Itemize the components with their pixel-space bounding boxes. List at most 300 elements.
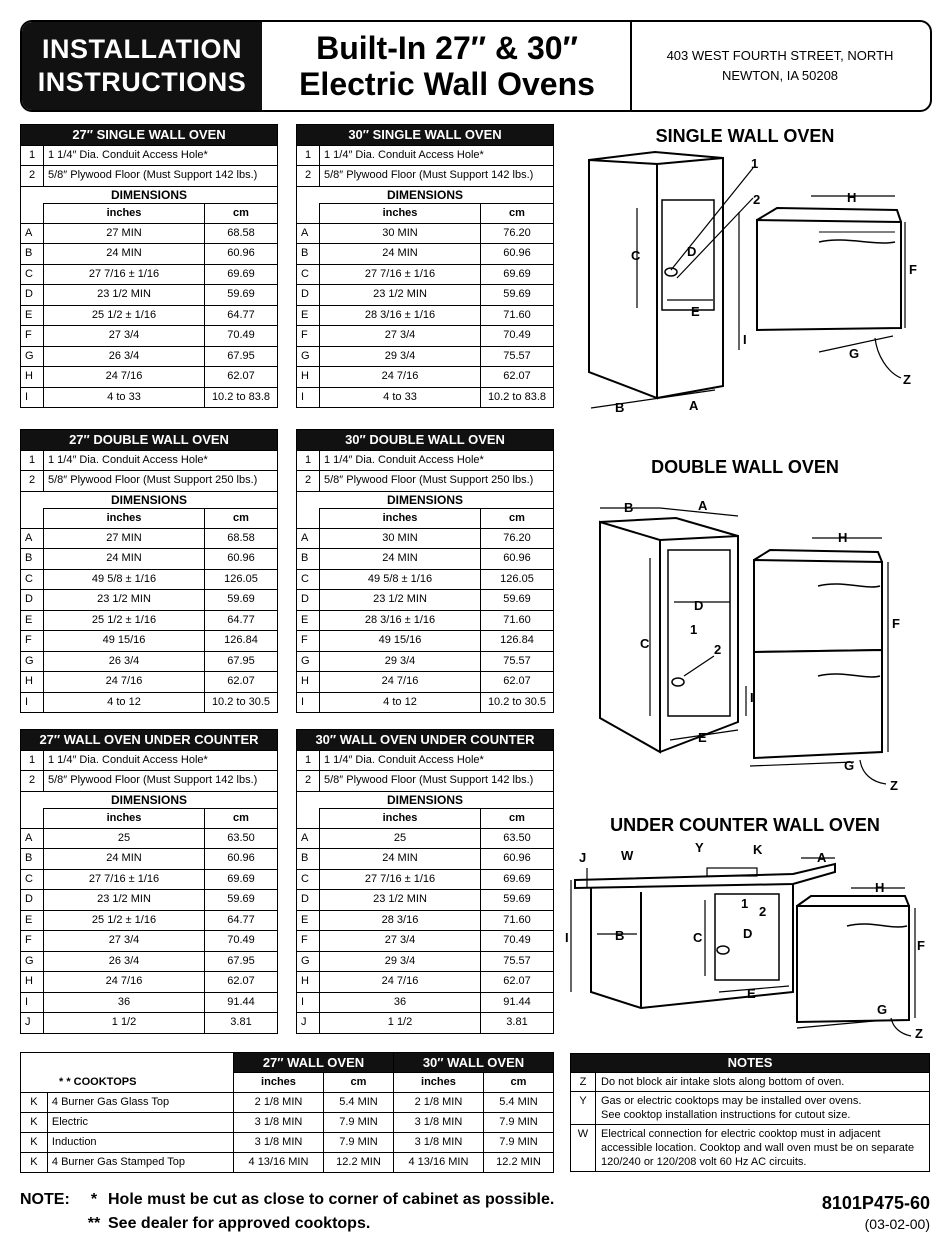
dimension-letter: I — [297, 387, 320, 408]
item-description: 1 1/4″ Dia. Conduit Access Hole* — [320, 750, 554, 771]
dimension-row — [21, 549, 278, 570]
dimension-row — [21, 264, 278, 285]
double-label-a: A — [698, 498, 708, 513]
cooktop-27-cm: 7.9 MIN — [323, 1113, 393, 1133]
item-row — [21, 750, 278, 771]
dimension-cm: 60.96 — [205, 849, 278, 870]
dimension-row — [297, 223, 554, 244]
item-row — [297, 771, 554, 792]
dimension-letter: D — [297, 285, 320, 306]
dimension-inches: 24 7/16 — [320, 367, 481, 388]
dimensions-label: DIMENSIONS — [297, 791, 554, 808]
item-number: 1 — [21, 145, 44, 166]
dimension-letter: E — [21, 610, 44, 631]
dimensions-label: DIMENSIONS — [297, 491, 554, 508]
item-row — [297, 166, 554, 187]
address-line1: 403 WEST FOURTH STREET, NORTH — [666, 48, 894, 63]
cooktop-27-inches: 3 1/8 MIN — [234, 1113, 324, 1133]
dimension-cm: 59.69 — [205, 890, 278, 911]
cooktop-30-cm: 7.9 MIN — [483, 1133, 553, 1153]
dimension-cm: 62.07 — [481, 672, 554, 693]
dimension-cm: 60.96 — [205, 549, 278, 570]
cm-header: cm — [481, 808, 554, 828]
dimension-inches: 1 1/2 — [44, 1013, 205, 1034]
dimension-inches: 26 3/4 — [44, 651, 205, 672]
item-description: 5/8″ Plywood Floor (Must Support 250 lbs.) — [44, 471, 278, 492]
dimension-letter: E — [21, 910, 44, 931]
cooktop-27-cm: 5.4 MIN — [323, 1093, 393, 1113]
blank-cell — [21, 508, 44, 528]
cooktops-column-label: * * COOKTOPS — [21, 1053, 234, 1093]
dimensions-label: DIMENSIONS — [21, 791, 278, 808]
inches-header: inches — [44, 508, 205, 528]
dimension-letter: G — [21, 346, 44, 367]
cooktop-row — [21, 1093, 554, 1113]
dimension-row — [21, 569, 278, 590]
dimension-cm: 60.96 — [205, 244, 278, 265]
dimension-row — [21, 951, 278, 972]
dimension-cm: 68.58 — [205, 528, 278, 549]
item-description: 1 1/4″ Dia. Conduit Access Hole* — [44, 450, 278, 471]
single-label-z: Z — [903, 372, 911, 387]
dimension-row — [21, 692, 278, 713]
cooktop-30-cm: 5.4 MIN — [483, 1093, 553, 1113]
cooktop-row — [21, 1133, 554, 1153]
dimension-letter: F — [21, 931, 44, 952]
item-description: 5/8″ Plywood Floor (Must Support 250 lbs.) — [320, 471, 554, 492]
dimension-cm: 59.69 — [481, 285, 554, 306]
item-row — [21, 450, 278, 471]
inches-header: inches — [320, 808, 481, 828]
dimension-row — [297, 367, 554, 388]
item-row — [297, 450, 554, 471]
dimension-letter: F — [297, 326, 320, 347]
dimension-inches: 24 MIN — [44, 849, 205, 870]
dimension-row — [297, 285, 554, 306]
note-line: See cooktop installation instructions for cutout size. — [601, 1109, 851, 1121]
cooktop-type: Induction — [47, 1133, 233, 1153]
note-row — [571, 1073, 930, 1092]
dimension-row — [297, 651, 554, 672]
single-wall-oven-diagram — [575, 150, 935, 440]
dimension-cm: 67.95 — [205, 651, 278, 672]
dimension-cm: 64.77 — [205, 910, 278, 931]
dimension-cm: 10.2 to 30.5 — [481, 692, 554, 713]
cooktop-code: K — [21, 1113, 48, 1133]
cooktop-cm-30: cm — [483, 1073, 553, 1093]
dimension-letter: H — [21, 367, 44, 388]
cooktop-row — [21, 1113, 554, 1133]
single-label-1: 1 — [751, 156, 759, 171]
under-label-w: W — [621, 848, 634, 863]
dimension-letter: D — [297, 890, 320, 911]
note-line: Gas or electric cooktops may be installed over ovens. — [601, 1095, 862, 1107]
dimension-inches: 24 MIN — [320, 549, 481, 570]
dimension-cm: 67.95 — [205, 346, 278, 367]
table-27-single-wall-oven — [20, 124, 278, 408]
dimension-letter: A — [21, 223, 44, 244]
dimensions-label: DIMENSIONS — [21, 491, 278, 508]
dimension-inches: 4 to 12 — [44, 692, 205, 713]
under-label-d: D — [743, 926, 753, 941]
dimension-cm: 76.20 — [481, 528, 554, 549]
dimension-row — [297, 972, 554, 993]
dimension-row — [21, 285, 278, 306]
dimension-inches: 49 15/16 — [320, 631, 481, 652]
table-title: 30″ DOUBLE WALL OVEN — [297, 430, 554, 451]
blank-cell — [297, 808, 320, 828]
dimension-inches: 24 MIN — [44, 244, 205, 265]
dimension-letter: C — [21, 264, 44, 285]
dimension-inches: 49 15/16 — [44, 631, 205, 652]
document-date: (03-02-00) — [864, 1216, 930, 1232]
under-label-y: Y — [695, 842, 704, 855]
dimension-letter: G — [21, 951, 44, 972]
dimension-letter: F — [21, 631, 44, 652]
dimension-row — [297, 672, 554, 693]
dimension-row — [297, 326, 554, 347]
cooktop-inches-30: inches — [393, 1073, 483, 1093]
dimension-inches: 24 MIN — [320, 244, 481, 265]
note-line: 120/240 or 120/208 volt 60 Hz AC circuits. — [601, 1156, 807, 1168]
dimension-row — [297, 569, 554, 590]
dimension-cm: 126.05 — [205, 569, 278, 590]
inches-header: inches — [44, 203, 205, 223]
dimension-row — [21, 387, 278, 408]
page-title — [264, 22, 632, 110]
dimension-inches: 36 — [44, 992, 205, 1013]
cooktop-head-27: 27″ WALL OVEN — [234, 1053, 394, 1073]
dimension-inches: 25 1/2 ± 1/16 — [44, 305, 205, 326]
item-number: 1 — [21, 750, 44, 771]
dimension-inches: 36 — [320, 992, 481, 1013]
double-label-i: I — [750, 690, 754, 705]
dimension-letter: D — [21, 890, 44, 911]
cooktop-30-inches: 3 1/8 MIN — [393, 1113, 483, 1133]
cooktop-code: K — [21, 1153, 48, 1173]
dimension-cm: 71.60 — [481, 610, 554, 631]
dimension-cm: 71.60 — [481, 910, 554, 931]
dimension-cm: 62.07 — [481, 367, 554, 388]
footer-note1-mark: * — [90, 1191, 98, 1208]
dimension-letter: C — [21, 569, 44, 590]
dimension-row — [21, 1013, 278, 1034]
note-line: Do not block air intake slots along bottom of oven. — [601, 1076, 845, 1088]
dimension-inches: 27 3/4 — [320, 326, 481, 347]
dimension-cm: 10.2 to 83.8 — [481, 387, 554, 408]
dimension-row — [297, 305, 554, 326]
dimension-inches: 23 1/2 MIN — [44, 590, 205, 611]
double-label-2: 2 — [714, 642, 722, 657]
cooktop-27-cm: 12.2 MIN — [323, 1153, 393, 1173]
dimension-cm: 126.84 — [481, 631, 554, 652]
dimension-row — [297, 387, 554, 408]
dimension-inches: 30 MIN — [320, 528, 481, 549]
single-label-2: 2 — [753, 192, 761, 207]
dimension-row — [297, 610, 554, 631]
table-30-single-wall-oven — [296, 124, 554, 408]
cooktop-type: Electric — [47, 1113, 233, 1133]
note-line: Electrical connection for electric cooktop must in adjacent — [601, 1128, 881, 1140]
cooktop-row — [21, 1153, 554, 1173]
cooktop-30-cm: 12.2 MIN — [483, 1153, 553, 1173]
dimension-inches: 24 7/16 — [44, 672, 205, 693]
blank-cell — [297, 203, 320, 223]
note-line: accessible location. Cooktop and wall oven must be on separate — [601, 1142, 915, 1154]
note-row — [571, 1092, 930, 1125]
under-label-b: B — [615, 928, 625, 943]
figure-title-under: UNDER COUNTER WALL OVEN — [610, 815, 880, 835]
dimension-letter: D — [21, 285, 44, 306]
item-description: 5/8″ Plywood Floor (Must Support 142 lbs.) — [320, 771, 554, 792]
cooktop-27-cm: 7.9 MIN — [323, 1133, 393, 1153]
cooktop-27-inches: 2 1/8 MIN — [234, 1093, 324, 1113]
dimension-letter: E — [297, 910, 320, 931]
table-title: 30″ SINGLE WALL OVEN — [297, 125, 554, 146]
dimension-cm: 75.57 — [481, 951, 554, 972]
dimension-row — [21, 651, 278, 672]
dimensions-label: DIMENSIONS — [21, 186, 278, 203]
dimension-letter: A — [21, 528, 44, 549]
cm-header: cm — [205, 808, 278, 828]
table-title: 27″ WALL OVEN UNDER COUNTER — [21, 730, 278, 751]
dimension-letter: J — [21, 1013, 44, 1034]
document-code: 8101P475-60 — [821, 1193, 930, 1213]
item-number: 1 — [297, 750, 320, 771]
footer-note-label: NOTE: — [20, 1191, 70, 1208]
dimension-cm: 62.07 — [205, 672, 278, 693]
dimension-row — [297, 346, 554, 367]
dimension-inches: 1 1/2 — [320, 1013, 481, 1034]
item-number: 1 — [21, 450, 44, 471]
dimension-inches: 27 3/4 — [44, 931, 205, 952]
dimension-row — [21, 869, 278, 890]
dimension-inches: 27 MIN — [44, 223, 205, 244]
cooktop-30-inches: 4 13/16 MIN — [393, 1153, 483, 1173]
dimension-inches: 24 7/16 — [44, 972, 205, 993]
dimension-row — [297, 951, 554, 972]
dimension-letter: C — [21, 869, 44, 890]
item-row — [21, 471, 278, 492]
item-row — [297, 145, 554, 166]
cooktop-cm-27: cm — [323, 1073, 393, 1093]
double-label-c: C — [640, 636, 650, 651]
dimension-row — [297, 910, 554, 931]
dimension-letter: H — [297, 972, 320, 993]
single-label-d: D — [687, 244, 697, 259]
under-label-1: 1 — [741, 896, 749, 911]
dimension-letter: G — [297, 346, 320, 367]
dimension-letter: H — [297, 672, 320, 693]
header-label — [22, 22, 262, 110]
dimension-letter: J — [297, 1013, 320, 1034]
dimension-inches: 30 MIN — [320, 223, 481, 244]
dimension-row — [297, 244, 554, 265]
single-label-f: F — [909, 262, 917, 277]
under-label-f: F — [917, 938, 925, 953]
cm-header: cm — [205, 508, 278, 528]
dimension-letter: F — [21, 326, 44, 347]
dimension-letter: B — [21, 549, 44, 570]
single-label-a: A — [689, 398, 699, 413]
cooktop-27-inches: 3 1/8 MIN — [234, 1133, 324, 1153]
cooktop-code: K — [21, 1093, 48, 1113]
footer-note1: Hole must be cut as close to corner of cabinet as possible. — [108, 1191, 555, 1208]
item-description: 1 1/4″ Dia. Conduit Access Hole* — [320, 450, 554, 471]
dimension-letter: B — [21, 244, 44, 265]
dimension-letter: B — [297, 549, 320, 570]
dimension-cm: 64.77 — [205, 610, 278, 631]
dimension-letter: F — [297, 631, 320, 652]
dimension-cm: 75.57 — [481, 651, 554, 672]
dimension-letter: E — [297, 305, 320, 326]
dimension-row — [21, 610, 278, 631]
item-number: 2 — [21, 771, 44, 792]
item-number: 1 — [297, 450, 320, 471]
dimension-inches: 28 3/16 — [320, 910, 481, 931]
blank-cell — [297, 508, 320, 528]
dimension-row — [297, 849, 554, 870]
dimension-cm: 62.07 — [205, 972, 278, 993]
header-label-line2: INSTRUCTIONS — [37, 67, 247, 97]
dimension-cm: 75.57 — [481, 346, 554, 367]
dimension-cm: 59.69 — [481, 590, 554, 611]
under-label-k: K — [753, 842, 763, 857]
dimension-letter: B — [297, 244, 320, 265]
dimension-letter: B — [297, 849, 320, 870]
dimension-inches: 23 1/2 MIN — [320, 890, 481, 911]
dimension-row — [21, 849, 278, 870]
dimension-row — [21, 326, 278, 347]
dimension-inches: 24 MIN — [44, 549, 205, 570]
dimension-row — [297, 931, 554, 952]
table-27-under-counter — [20, 729, 278, 1034]
dimension-letter: F — [297, 931, 320, 952]
under-label-j: J — [579, 850, 587, 865]
item-number: 2 — [21, 471, 44, 492]
table-30-under-counter — [296, 729, 554, 1034]
double-label-d: D — [694, 598, 704, 613]
under-label-c: C — [693, 930, 703, 945]
figure-title-double: DOUBLE WALL OVEN — [651, 457, 839, 477]
dimension-cm: 126.05 — [481, 569, 554, 590]
dimension-row — [21, 223, 278, 244]
dimension-row — [21, 992, 278, 1013]
dimension-cm: 91.44 — [481, 992, 554, 1013]
dimension-cm: 59.69 — [481, 890, 554, 911]
dimension-cm: 126.84 — [205, 631, 278, 652]
cooktop-30-inches: 2 1/8 MIN — [393, 1093, 483, 1113]
dimension-letter: I — [297, 992, 320, 1013]
item-description: 5/8″ Plywood Floor (Must Support 142 lbs.) — [44, 771, 278, 792]
item-description: 1 1/4″ Dia. Conduit Access Hole* — [44, 145, 278, 166]
dimensions-label: DIMENSIONS — [297, 186, 554, 203]
cm-header: cm — [481, 508, 554, 528]
double-label-f: F — [892, 616, 900, 631]
dimension-letter: I — [21, 692, 44, 713]
note-row — [571, 1125, 930, 1172]
under-label-z: Z — [915, 1026, 923, 1040]
dimension-cm: 10.2 to 83.8 — [205, 387, 278, 408]
dimension-letter: I — [21, 387, 44, 408]
under-label-i: I — [565, 930, 569, 945]
dimension-row — [21, 910, 278, 931]
dimension-inches: 26 3/4 — [44, 951, 205, 972]
dimension-inches: 28 3/16 ± 1/16 — [320, 305, 481, 326]
dimension-letter: H — [21, 672, 44, 693]
cooktop-27-inches: 4 13/16 MIN — [234, 1153, 324, 1173]
dimension-cm: 63.50 — [205, 828, 278, 849]
double-label-e: E — [698, 730, 707, 745]
dimension-cm: 69.69 — [205, 264, 278, 285]
dimension-inches: 24 7/16 — [44, 367, 205, 388]
dimension-cm: 10.2 to 30.5 — [205, 692, 278, 713]
dimension-letter: I — [21, 992, 44, 1013]
dimension-letter: D — [297, 590, 320, 611]
item-number: 2 — [297, 771, 320, 792]
single-label-h: H — [847, 190, 857, 205]
dimension-cm: 69.69 — [205, 869, 278, 890]
item-description: 5/8″ Plywood Floor (Must Support 142 lbs.) — [320, 166, 554, 187]
inches-header: inches — [320, 508, 481, 528]
dimension-cm: 62.07 — [205, 367, 278, 388]
dimension-row — [21, 828, 278, 849]
dimension-letter: C — [297, 264, 320, 285]
dimension-inches: 23 1/2 MIN — [44, 890, 205, 911]
double-wall-oven-diagram — [590, 490, 920, 800]
dimension-inches: 24 MIN — [320, 849, 481, 870]
dimension-inches: 24 7/16 — [320, 672, 481, 693]
dimension-row — [297, 590, 554, 611]
dimension-inches: 4 to 12 — [320, 692, 481, 713]
item-row — [21, 145, 278, 166]
dimension-letter: H — [297, 367, 320, 388]
dimension-cm: 64.77 — [205, 305, 278, 326]
notes-title: NOTES — [571, 1054, 930, 1073]
footer-note2: See dealer for approved cooktops. — [108, 1215, 371, 1232]
dimension-cm: 60.96 — [481, 549, 554, 570]
item-row — [297, 750, 554, 771]
blank-cell — [21, 808, 44, 828]
dimension-letter: B — [21, 849, 44, 870]
dimension-cm: 71.60 — [481, 305, 554, 326]
dimension-row — [297, 869, 554, 890]
item-number: 2 — [297, 166, 320, 187]
dimension-inches: 25 1/2 ± 1/16 — [44, 610, 205, 631]
inches-header: inches — [44, 808, 205, 828]
dimension-cm: 91.44 — [205, 992, 278, 1013]
cooktop-type: 4 Burner Gas Glass Top — [47, 1093, 233, 1113]
cooktop-inches-27: inches — [234, 1073, 324, 1093]
header-label-line1: INSTALLATION — [42, 34, 242, 64]
dimension-inches: 23 1/2 MIN — [320, 590, 481, 611]
dimension-inches: 49 5/8 ± 1/16 — [320, 569, 481, 590]
dimension-row — [21, 528, 278, 549]
dimension-inches: 25 — [320, 828, 481, 849]
dimension-inches: 24 7/16 — [320, 972, 481, 993]
dimension-row — [297, 692, 554, 713]
cooktop-code: K — [21, 1133, 48, 1153]
cm-header: cm — [205, 203, 278, 223]
dimension-inches: 4 to 33 — [44, 387, 205, 408]
under-counter-oven-diagram — [565, 842, 935, 1040]
single-label-c: C — [631, 248, 641, 263]
dimension-inches: 25 — [44, 828, 205, 849]
dimension-row — [21, 890, 278, 911]
double-label-h: H — [838, 530, 848, 545]
dimension-row — [297, 828, 554, 849]
dimension-letter: A — [297, 223, 320, 244]
